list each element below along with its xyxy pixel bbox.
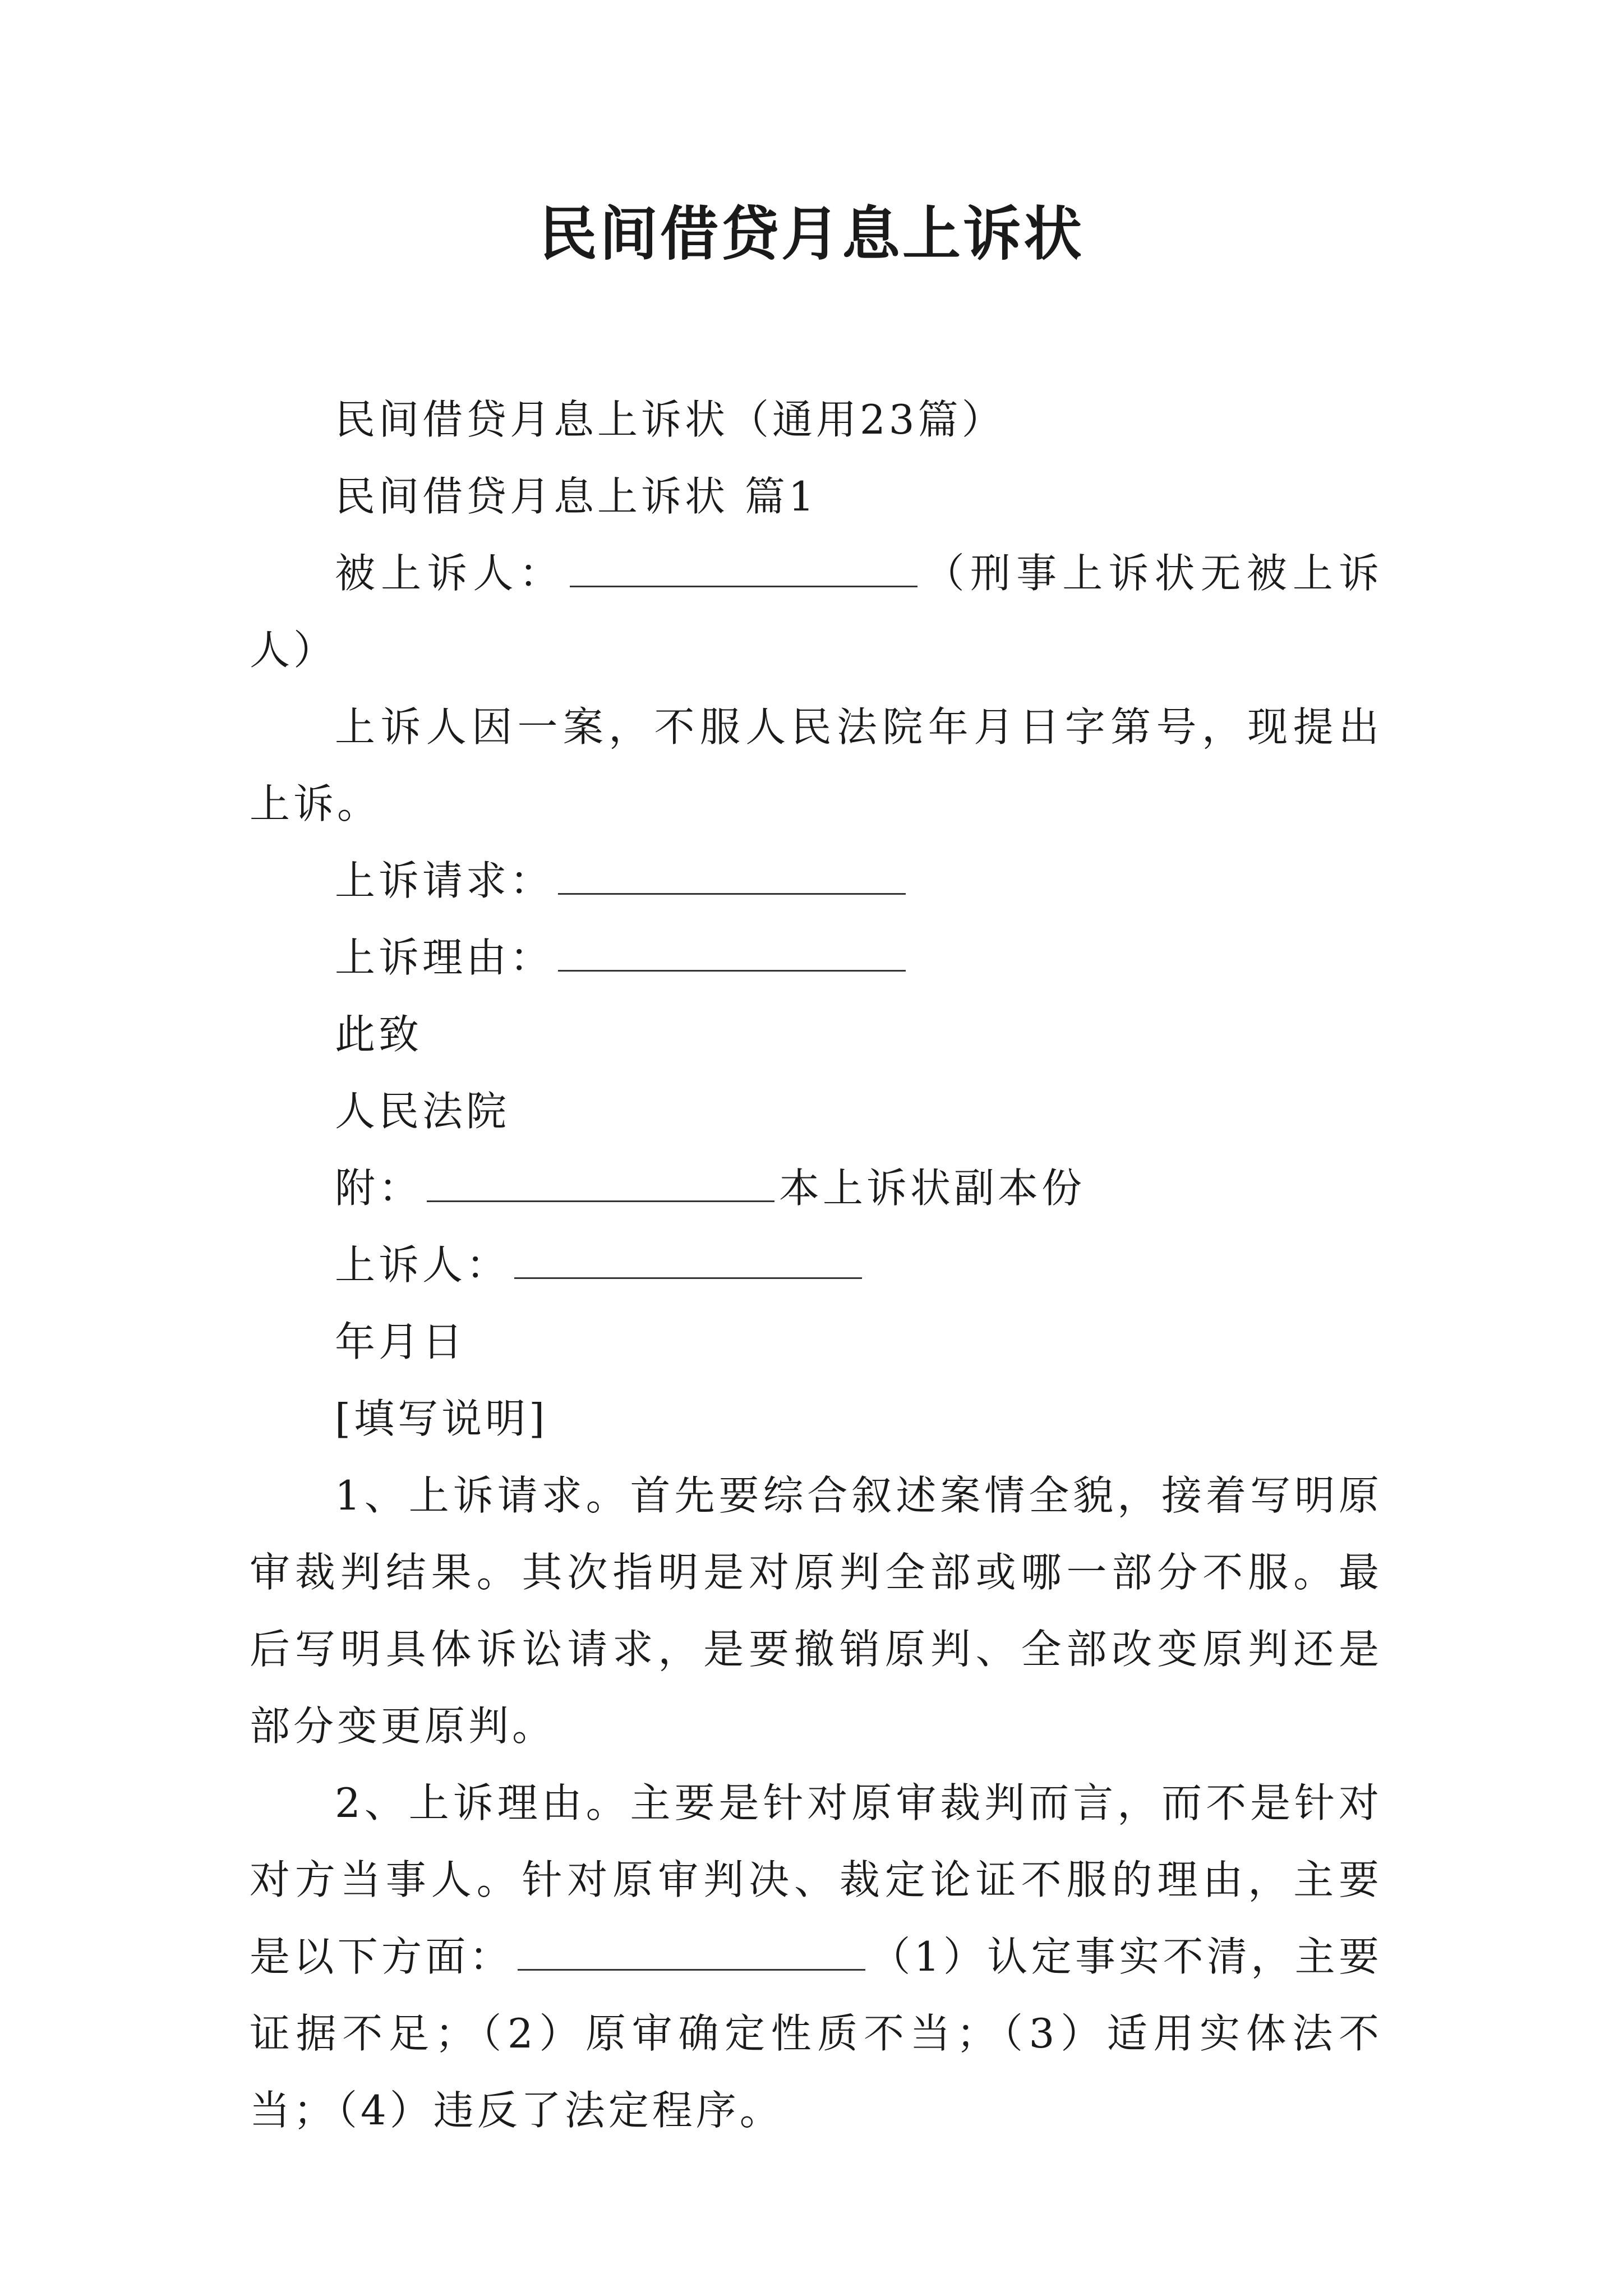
appellant-line [250,1227,1382,1304]
appellant-label: 上诉人： [335,1241,510,1289]
instruction-1: 1、上诉请求。首先要综合叙述案情全貌，接着写明原审裁判结果。其次指明是对原判全部或哪一部分不服。最后写明具体诉讼请求，是要撤销原判、全部改变原判还是部分变更原判。 [250,1472,1382,1750]
intro-paragraph: 上诉人因一案，不服人民法院年月日字第号，现提出上诉。 [250,703,1382,827]
reason-label: 上诉理由： [335,934,554,981]
instruction-2-blank [518,1935,865,1971]
article-heading: 民间借贷月息上诉状 篇1 [335,473,818,520]
attachment-suffix: 本上诉状副本份 [779,1165,1086,1212]
appellee-label: 被上诉人： [335,550,565,597]
request-blank [558,859,906,895]
date-line: 年月日 [335,1318,467,1365]
instructions-heading: [填写说明] [335,1395,548,1442]
court-name: 人民法院 [335,1088,510,1135]
appellee-note: （刑事上诉状无被上诉人） [250,550,1382,674]
appellee-blank [570,552,917,587]
instruction-2-suffix: （1）认定事实不清，主要证据不足；（2）原审确定性质不当；（3）适用实体法不当；（4）违反了法定程序。 [250,1933,1382,2134]
document-body [250,381,1382,2149]
appellant-blank [514,1244,862,1279]
instruction-2 [250,1765,1382,2149]
salutation: 此致 [335,1011,423,1058]
attachment-line [250,1150,1382,1227]
document-title: 民间借贷月息上诉状 [538,199,1084,268]
request-line [250,843,1382,919]
attachment-blank [427,1167,774,1202]
subtitle-line: 民间借贷月息上诉状（通用23篇） [335,396,1006,443]
reason-line [250,919,1382,996]
request-label: 上诉请求： [335,857,554,904]
attachment-label: 附： [335,1165,423,1212]
instruction-2-prefix: 2、上诉理由。主要是针对原审裁判而言，而不是针对对方当事人。针对原审判决、裁定论证不服的理由，主要是以下方面： [250,1779,1382,1980]
appellee-line [250,535,1382,689]
reason-blank [558,936,906,972]
